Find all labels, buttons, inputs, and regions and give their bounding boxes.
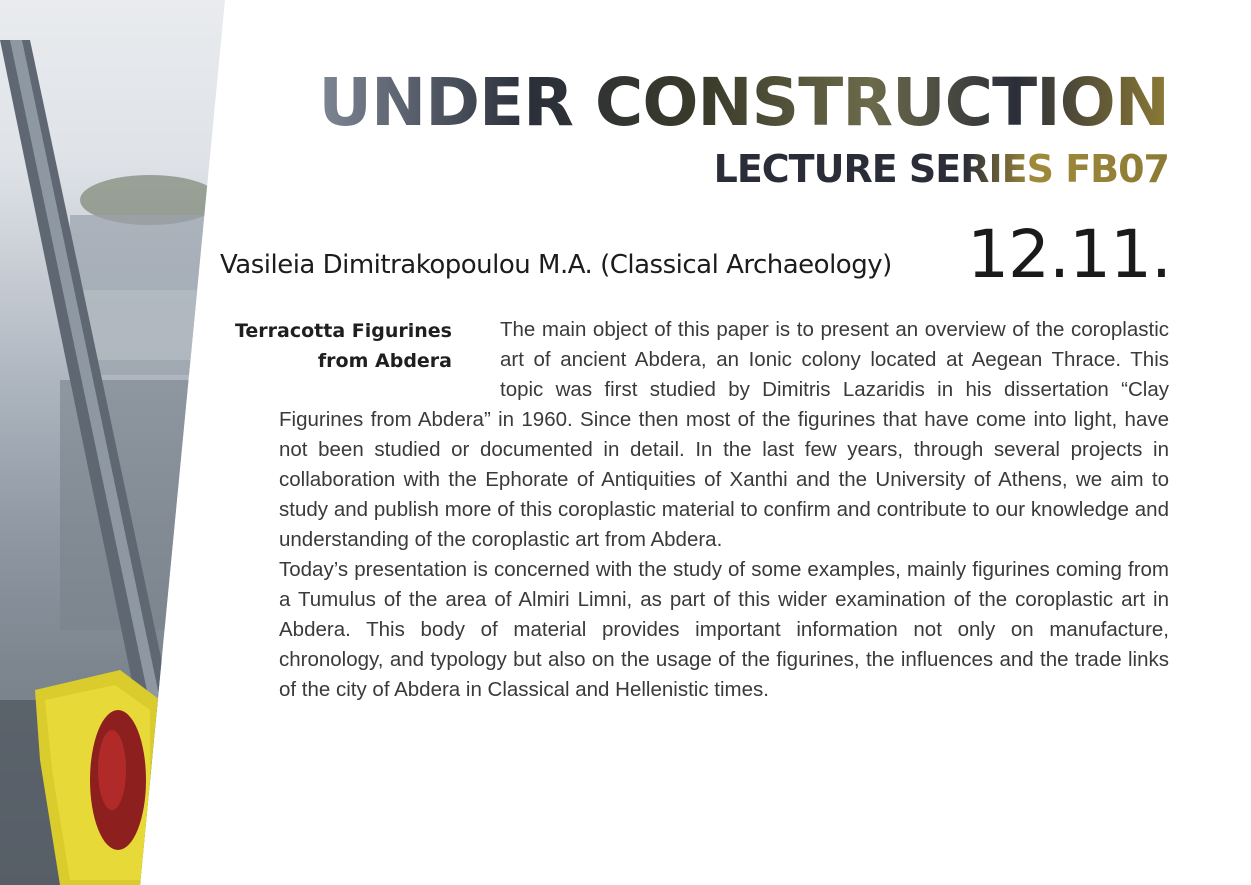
construction-photo-graphic — [0, 0, 225, 885]
series-subtitle: LECTURE SERIES FB07 — [713, 147, 1169, 191]
abstract-paragraph-1: The main object of this paper is to present an overview of the coroplastic art of ancient Abdera, an Ionic colony located at Aegean Thrace. This topic was first studied by Dimitris Lazaridis in his dissertation “Clay Figurines from Abdera” in 1960. Since then most of the figurines that have come into light, have not been studied or documented in detail. In the last few years, through several projects in collaboration with the Ephorate of Antiquities of Xanthi and the University of Athens, we aim to study and publish more of this coroplastic material to confirm and contribute to our knowledge and understanding of the coroplastic art from Abdera. — [279, 318, 1169, 551]
abstract — [279, 315, 1169, 705]
topic-line-2: from Abdera — [317, 350, 452, 372]
abstract-paragraph-2: Today’s presentation is concerned with the study of some examples, mainly figurines coming from a Tumulus of the area of Almiri Limni, as part of this wider examination of the coroplastic art in Abdera. This body of material provides important information not only on manufacture, chronology, and typology but also on the usage of the figurines, the influences and the trade links of the city of Abdera in Classical and Hellenistic times. — [279, 558, 1169, 701]
series-title: UNDER CONSTRUCTION — [318, 64, 1169, 141]
topic-line-1: Terracotta Figurines — [234, 320, 452, 342]
lecture-date: 12.11. — [967, 216, 1171, 293]
speaker-name: Vasileia Dimitrakopoulou M.A. (Classical Archaeology) — [220, 250, 892, 280]
background-photo — [0, 0, 225, 885]
